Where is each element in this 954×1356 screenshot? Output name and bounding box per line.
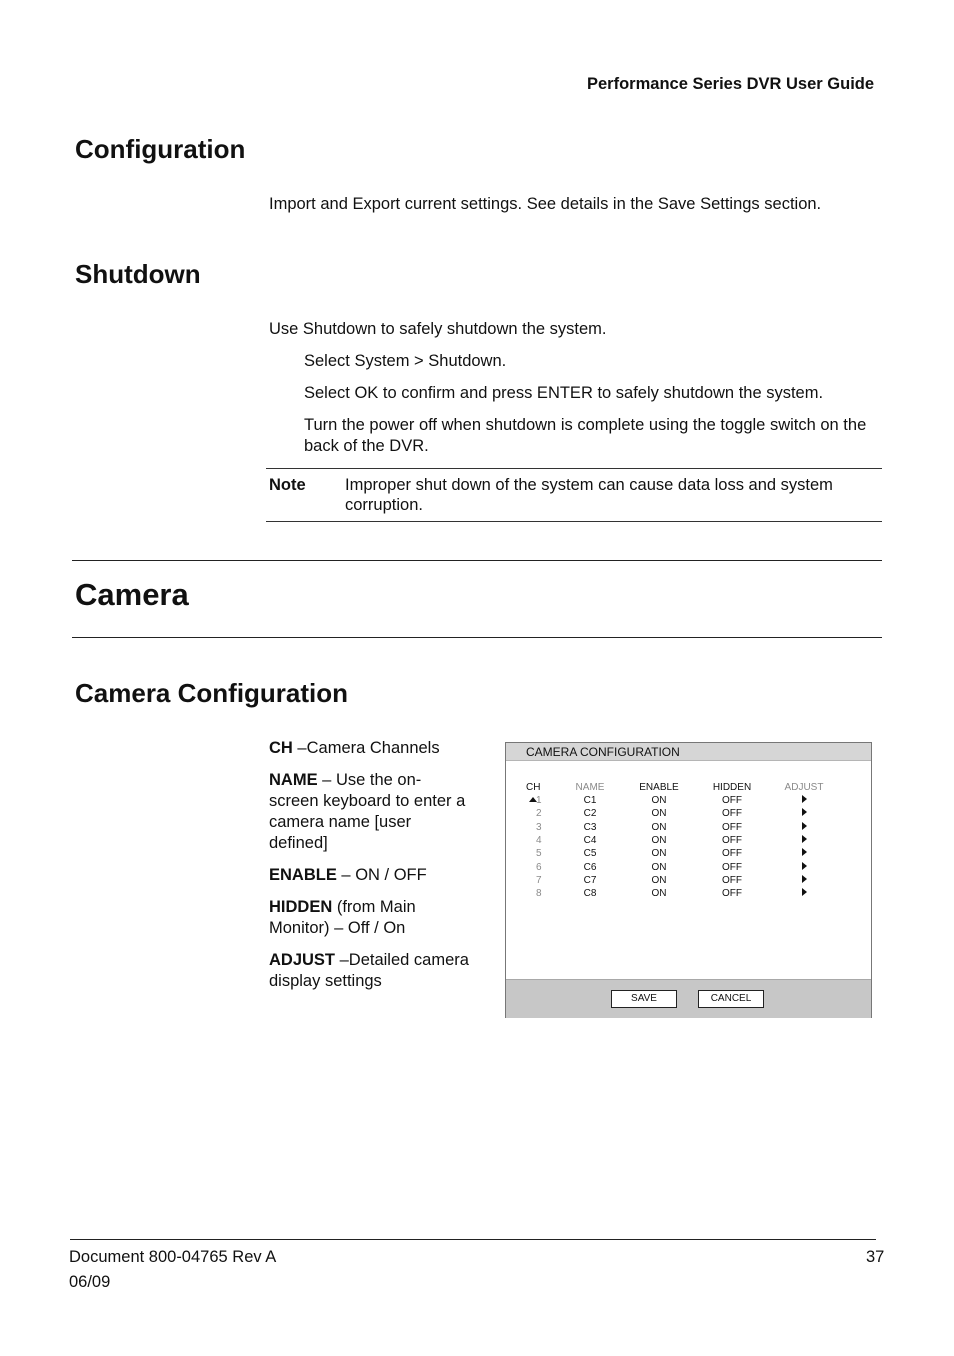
adjust-arrow-icon[interactable] [802, 822, 807, 830]
row-enable[interactable]: ON [651, 795, 667, 806]
camera-bottom-rule [72, 637, 882, 638]
adjust-arrow-icon[interactable] [802, 888, 807, 896]
row-enable[interactable]: ON [651, 848, 667, 860]
row-adjust[interactable] [778, 807, 830, 820]
column-enable: ENABLE [639, 782, 679, 793]
row-hidden[interactable]: OFF [722, 874, 742, 886]
running-header: Performance Series DVR User Guide [587, 75, 875, 93]
configuration-text: Import and Export current settings. See details in the Save Settings section. [269, 195, 822, 213]
row-enable[interactable]: ON [651, 861, 667, 873]
row-ch: 2 [536, 808, 542, 820]
row-hidden[interactable]: OFF [722, 848, 742, 860]
table-row[interactable] [506, 887, 871, 900]
row-ch: 1 [536, 795, 542, 806]
screen-button-bar [506, 979, 871, 1018]
table-row[interactable] [506, 821, 871, 834]
adjust-arrow-icon[interactable] [802, 875, 807, 883]
adjust-arrow-icon[interactable] [802, 835, 807, 843]
adjust-arrow-icon[interactable] [802, 808, 807, 816]
row-name[interactable]: C6 [583, 861, 597, 873]
adjust-arrow-icon[interactable] [802, 848, 807, 856]
table-row[interactable] [506, 861, 871, 874]
row-adjust[interactable] [778, 887, 830, 900]
save-button[interactable]: SAVE [611, 990, 677, 1008]
row-ch: 3 [536, 821, 542, 833]
table-row[interactable] [506, 834, 871, 847]
row-ch: 5 [536, 848, 542, 860]
row-adjust[interactable] [778, 834, 830, 847]
row-adjust[interactable] [778, 874, 830, 887]
row-ch: 7 [536, 874, 542, 886]
table-row[interactable] [506, 874, 871, 887]
adjust-arrow-icon[interactable] [802, 795, 807, 803]
row-hidden[interactable]: OFF [722, 888, 742, 900]
camera-heading: Camera [75, 577, 189, 612]
table-row[interactable] [506, 794, 871, 807]
shutdown-step-2: Select OK to confirm and press ENTER to safely shutdown the system. [304, 384, 824, 402]
footer-date: 06/09 [69, 1273, 111, 1291]
row-name[interactable]: C1 [583, 795, 597, 806]
definition-adjust: ADJUST –Detailed camera display settings [269, 951, 469, 990]
table-row[interactable] [506, 847, 871, 860]
row-enable[interactable]: ON [651, 808, 667, 820]
row-ch: 6 [536, 861, 542, 873]
row-name[interactable]: C7 [583, 874, 597, 886]
adjust-arrow-icon[interactable] [802, 862, 807, 870]
column-ch[interactable]: CH [526, 781, 550, 807]
row-name[interactable]: C3 [583, 821, 597, 833]
note-top-rule [266, 468, 882, 469]
row-name[interactable]: C8 [583, 888, 597, 900]
camera-configuration-screen [505, 742, 872, 1018]
row-adjust[interactable] [778, 794, 830, 807]
table-row[interactable] [506, 807, 871, 820]
row-name[interactable]: C4 [583, 834, 597, 846]
row-name[interactable]: C5 [583, 848, 597, 860]
footer-rule [70, 1239, 876, 1240]
row-enable[interactable]: ON [651, 834, 667, 846]
row-name[interactable]: C2 [583, 808, 597, 820]
row-hidden[interactable]: OFF [722, 795, 742, 806]
definition-hidden: HIDDEN (from Main Monitor) – Off / On [269, 898, 416, 937]
column-adjust: ADJUST [784, 782, 824, 793]
camera-configuration-heading: Camera Configuration [75, 678, 349, 708]
row-hidden[interactable]: OFF [722, 861, 742, 873]
definition-list [269, 738, 469, 1003]
page-number: 37 [866, 1248, 885, 1266]
column-hidden: HIDDEN [712, 782, 752, 793]
row-enable[interactable]: ON [651, 888, 667, 900]
note-bottom-rule [266, 521, 882, 522]
footer-document: Document 800-04765 Rev A [69, 1248, 277, 1266]
shutdown-step-3: Turn the power off when shutdown is complete using the toggle switch on the back of the DVR. [304, 416, 867, 455]
row-ch: 8 [536, 888, 542, 900]
row-enable[interactable]: ON [651, 821, 667, 833]
row-ch: 4 [536, 834, 542, 846]
row-adjust[interactable] [778, 861, 830, 874]
definition-ch: CH –Camera Channels [269, 739, 440, 757]
column-name: NAME [575, 782, 605, 793]
cancel-button[interactable]: CANCEL [698, 990, 764, 1008]
shutdown-intro: Use Shutdown to safely shutdown the system. [269, 320, 607, 338]
row-adjust[interactable] [778, 821, 830, 834]
row-enable[interactable]: ON [651, 874, 667, 886]
camera-top-rule [72, 560, 882, 561]
table-header-row [506, 781, 871, 794]
configuration-heading: Configuration [75, 134, 246, 164]
definition-name: NAME – Use the on-screen keyboard to enter a camera name [user defined] [269, 771, 466, 852]
note-text: Improper shut down of the system can cause data loss and system corruption. [345, 476, 833, 514]
row-hidden[interactable]: OFF [722, 821, 742, 833]
row-hidden[interactable]: OFF [722, 834, 742, 846]
row-adjust[interactable] [778, 847, 830, 860]
definition-enable: ENABLE – ON / OFF [269, 866, 427, 884]
shutdown-heading: Shutdown [75, 259, 201, 289]
screen-title: CAMERA CONFIGURATION [506, 743, 871, 761]
row-hidden[interactable]: OFF [722, 808, 742, 820]
note-label: Note [269, 476, 306, 494]
shutdown-step-1: Select System > Shutdown. [304, 352, 507, 370]
